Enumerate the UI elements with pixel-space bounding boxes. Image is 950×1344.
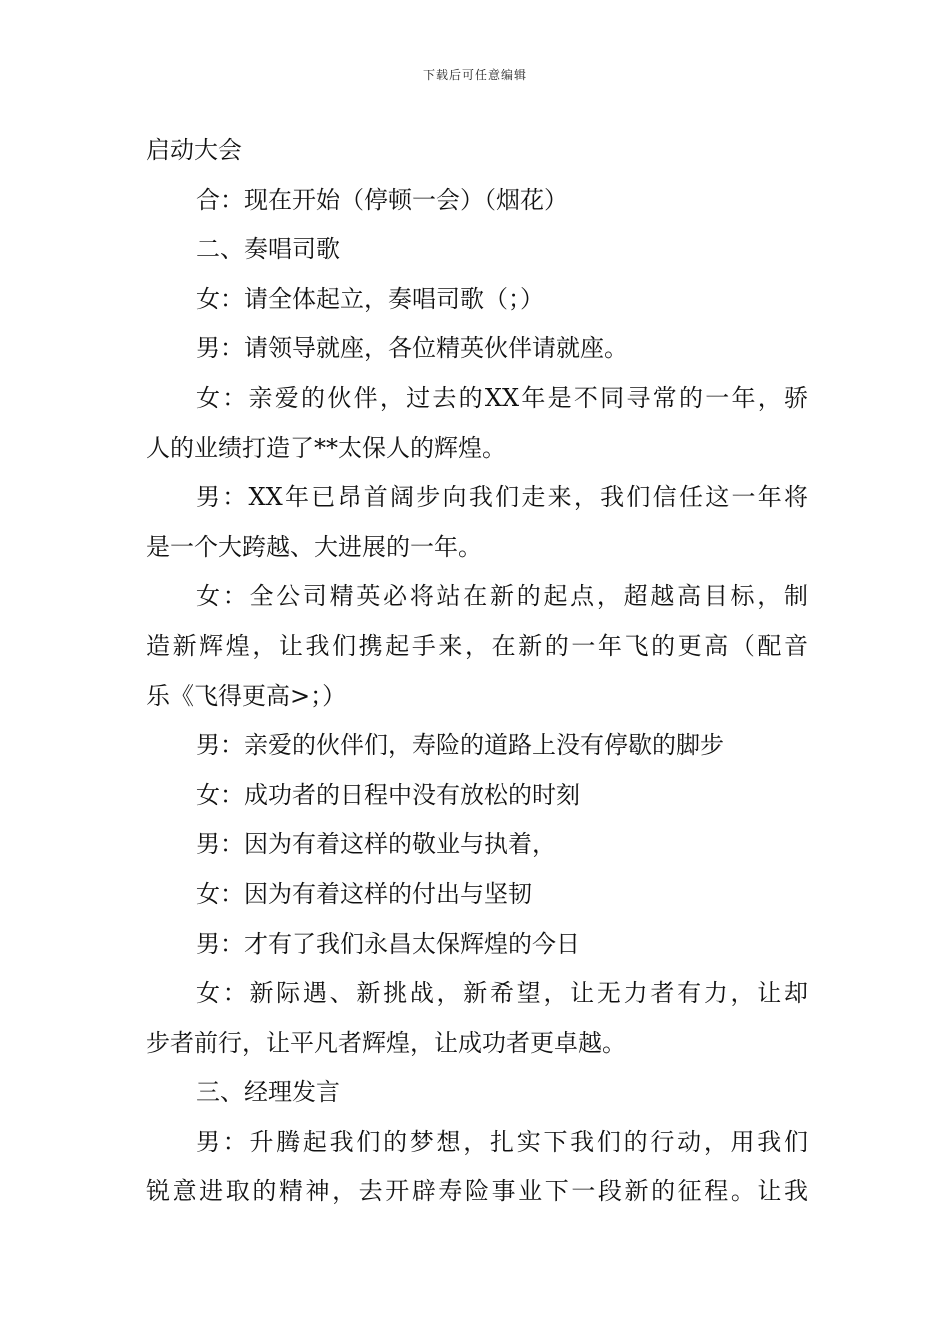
text-line: 男：亲爱的伙伴们，寿险的道路上没有停歇的脚步 [196,731,724,760]
text-line: 步者前行，让平凡者辉煌，让成功者更卓越。 [146,1028,626,1057]
text-line: 女：新际遇、新挑战，新希望，让无力者有力，让却 [196,979,808,1008]
text-line: 二、奏唱司歌 [196,235,340,264]
text-line: 女：因为有着这样的付出与坚韧 [196,879,532,908]
document-body [146,126,808,1217]
text-line: 男：才有了我们永昌太保辉煌的今日 [196,929,580,958]
text-line: 启动大会 [146,136,242,164]
page-header: 下载后可任意编辑 [422,68,527,82]
text-line: 合：现在开始（停顿一会）（烟花） [196,185,568,214]
text-line: 锐意进取的精神，去开辟寿险事业下一段新的征程。让我 [146,1177,808,1206]
text-line: 男：XX年已昂首阔步向我们走来，我们信任这一年将 [196,483,808,512]
text-line: 人的业绩打造了**太保人的辉煌。 [146,433,506,462]
text-line: 男：因为有着这样的敬业与执着， [196,830,556,859]
text-line: 女：亲爱的伙伴，过去的XX年是不同寻常的一年，骄 [196,383,808,412]
text-line: 三、经理发言 [196,1078,340,1107]
text-line: 男：请领导就座，各位精英伙伴请就座。 [196,334,628,363]
text-line: 女：成功者的日程中没有放松的时刻 [196,780,580,809]
text-line: 是一个大跨越、大进展的一年。 [146,532,482,561]
text-line: 女：全公司精英必将站在新的起点，超越高目标，制 [196,582,808,611]
text-line: 女：请全体起立，奏唱司歌（；） [196,284,544,313]
text-line: 男：升腾起我们的梦想，扎实下我们的行动，用我们 [196,1127,808,1156]
text-line: 造新辉煌，让我们携起手来，在新的一年飞的更高（配音 [146,631,808,660]
text-line: 乐《飞得更高>；） [146,681,347,710]
